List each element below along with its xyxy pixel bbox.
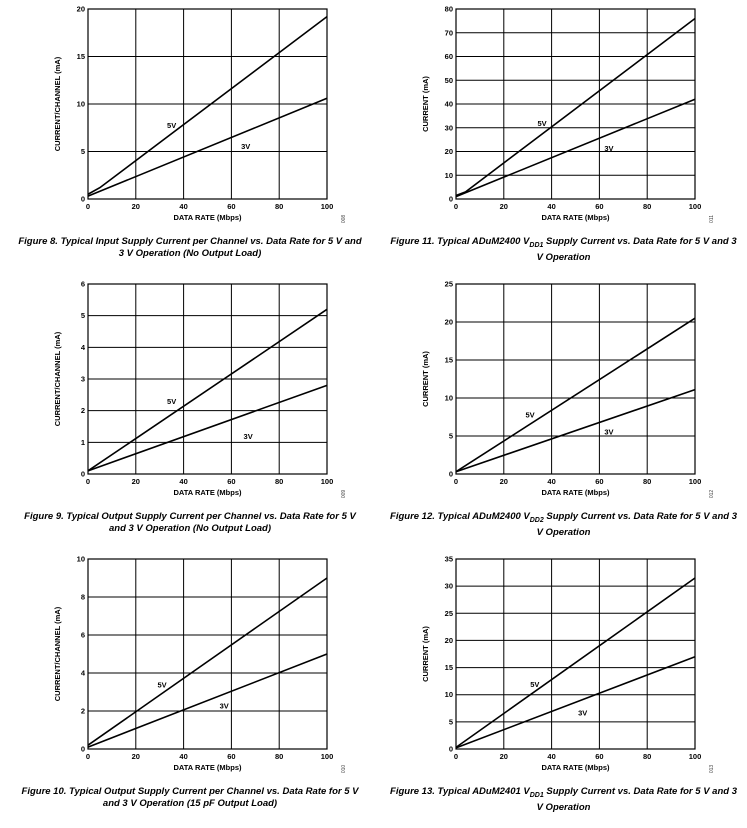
y-tick-label: 10 bbox=[444, 690, 453, 700]
y-tick-label: 15 bbox=[76, 52, 85, 61]
y-tick-label: 20 bbox=[76, 4, 85, 14]
x-axis-label: DATA RATE (Mbps) bbox=[541, 488, 610, 497]
caption-text: Supply Current vs. Data Rate for 5 V and 3 bbox=[543, 511, 737, 522]
x-tick-label: 80 bbox=[275, 752, 284, 761]
y-tick-label: 30 bbox=[444, 581, 453, 591]
y-axis-label: CURRENT (mA) bbox=[421, 76, 430, 132]
x-tick-label: 0 bbox=[453, 752, 459, 761]
y-tick-label: 2 bbox=[80, 706, 85, 716]
caption-text: V Operation bbox=[536, 526, 591, 538]
y-tick-label: 0 bbox=[80, 469, 85, 479]
y-tick-label: 5 bbox=[80, 147, 85, 156]
x-tick-label: 40 bbox=[547, 752, 556, 761]
y-tick-label: 10 bbox=[444, 170, 453, 180]
series-label-3v: 3V bbox=[241, 141, 251, 151]
x-axis-label: DATA RATE (Mbps) bbox=[541, 763, 610, 772]
x-tick-label: 20 bbox=[131, 202, 140, 211]
x-tick-label: 40 bbox=[547, 202, 556, 211]
x-tick-label: 20 bbox=[499, 477, 508, 486]
y-tick-label: 0 bbox=[448, 469, 453, 479]
y-tick-label: 2 bbox=[80, 406, 85, 416]
series-label-5v: 5V bbox=[167, 397, 177, 407]
caption-subscript: DD2 bbox=[529, 516, 544, 524]
caption-text: V Operation bbox=[536, 801, 591, 813]
x-tick-label: 80 bbox=[643, 202, 652, 211]
caption-text: V Operation bbox=[536, 251, 591, 263]
x-axis-label: DATA RATE (Mbps) bbox=[173, 763, 242, 772]
y-axis-label: CURRENT/CHANNEL (mA) bbox=[53, 606, 62, 702]
y-tick-label: 60 bbox=[444, 52, 453, 61]
x-tick-label: 80 bbox=[275, 202, 284, 211]
caption-text: Figure 10. Typical Output Supply Current per Channel vs. Data Rate for 5 V bbox=[21, 786, 359, 797]
x-tick-label: 60 bbox=[595, 202, 604, 211]
x-tick-label: 60 bbox=[227, 202, 236, 211]
figure-code: 009 bbox=[341, 489, 347, 499]
y-tick-label: 5 bbox=[448, 431, 453, 441]
caption-text: Figure 13. Typical ADuM2401 V bbox=[390, 786, 530, 797]
y-tick-label: 0 bbox=[448, 744, 453, 754]
x-tick-label: 0 bbox=[85, 752, 91, 761]
x-tick-label: 40 bbox=[179, 477, 188, 486]
y-tick-label: 10 bbox=[444, 393, 453, 403]
x-tick-label: 100 bbox=[688, 202, 702, 211]
x-tick-label: 0 bbox=[453, 202, 459, 211]
y-tick-label: 4 bbox=[80, 342, 85, 352]
x-tick-label: 60 bbox=[227, 477, 236, 486]
x-tick-label: 40 bbox=[547, 477, 556, 486]
x-axis-label: DATA RATE (Mbps) bbox=[173, 488, 242, 497]
x-tick-label: 20 bbox=[131, 752, 140, 761]
figure-code: 012 bbox=[709, 489, 715, 499]
y-tick-label: 6 bbox=[80, 279, 85, 289]
y-tick-label: 0 bbox=[448, 194, 453, 204]
y-tick-label: 25 bbox=[444, 279, 453, 289]
caption-text: Supply Current vs. Data Rate for 5 V and 3 bbox=[543, 236, 737, 247]
x-tick-label: 80 bbox=[643, 477, 652, 486]
series-label-3v: 3V bbox=[219, 701, 229, 711]
y-tick-label: 5 bbox=[448, 717, 453, 727]
y-axis-label: CURRENT (mA) bbox=[421, 626, 430, 682]
x-tick-label: 80 bbox=[643, 752, 652, 761]
x-tick-label: 20 bbox=[499, 752, 508, 761]
caption-subscript: DD1 bbox=[529, 791, 544, 799]
caption-text: Supply Current vs. Data Rate for 5 V and 3 bbox=[543, 786, 737, 797]
series-label-3v: 3V bbox=[604, 143, 614, 153]
y-tick-label: 0 bbox=[80, 744, 85, 754]
y-tick-label: 80 bbox=[444, 4, 453, 14]
y-tick-label: 40 bbox=[444, 99, 453, 109]
x-tick-label: 100 bbox=[688, 477, 702, 486]
x-tick-label: 0 bbox=[85, 202, 91, 211]
series-label-3v: 3V bbox=[604, 427, 614, 437]
y-tick-label: 6 bbox=[80, 630, 85, 640]
series-label-5v: 5V bbox=[537, 119, 547, 128]
x-tick-label: 40 bbox=[179, 202, 188, 211]
y-tick-label: 50 bbox=[444, 75, 453, 85]
series-label-3v: 3V bbox=[578, 708, 588, 718]
y-tick-label: 4 bbox=[80, 668, 85, 678]
series-label-5v: 5V bbox=[525, 410, 535, 420]
caption-subscript: DD1 bbox=[529, 241, 544, 249]
y-tick-label: 3 bbox=[80, 374, 85, 384]
x-tick-label: 100 bbox=[320, 752, 334, 761]
caption-text: and 3 V Operation (15 pF Output Load) bbox=[102, 798, 278, 809]
y-axis-label: CURRENT (mA) bbox=[421, 351, 430, 407]
x-tick-label: 60 bbox=[595, 477, 604, 486]
series-label-3v: 3V bbox=[243, 432, 253, 441]
x-tick-label: 0 bbox=[453, 477, 459, 486]
x-tick-label: 100 bbox=[320, 477, 334, 486]
x-axis-label: DATA RATE (Mbps) bbox=[541, 213, 610, 222]
y-tick-label: 1 bbox=[80, 437, 85, 447]
y-tick-label: 15 bbox=[444, 355, 453, 365]
y-tick-label: 25 bbox=[444, 608, 453, 618]
y-axis-label: CURRENT/CHANNEL (mA) bbox=[53, 56, 62, 152]
y-tick-label: 35 bbox=[444, 554, 453, 564]
figure-caption bbox=[380, 786, 747, 814]
caption-text: Figure 11. Typical ADuM2400 V bbox=[390, 236, 530, 247]
y-tick-label: 20 bbox=[444, 635, 453, 645]
x-tick-label: 100 bbox=[688, 752, 702, 761]
x-tick-label: 100 bbox=[320, 202, 334, 211]
y-axis-label: CURRENT/CHANNEL (mA) bbox=[53, 331, 62, 427]
figure-code: 008 bbox=[341, 214, 347, 224]
y-tick-label: 15 bbox=[444, 663, 453, 673]
x-tick-label: 20 bbox=[499, 202, 508, 211]
y-tick-label: 20 bbox=[444, 317, 453, 327]
caption-text: Figure 9. Typical Output Supply Current per Channel vs. Data Rate for 5 V bbox=[24, 511, 356, 522]
y-tick-label: 0 bbox=[80, 194, 85, 204]
y-tick-label: 10 bbox=[76, 554, 85, 564]
y-tick-label: 20 bbox=[444, 147, 453, 156]
x-tick-label: 0 bbox=[85, 477, 91, 486]
caption-text: 3 V Operation (No Output Load) bbox=[118, 248, 262, 259]
y-tick-label: 70 bbox=[444, 28, 453, 38]
y-tick-label: 5 bbox=[80, 311, 85, 321]
caption-text: Figure 8. Typical Input Supply Current per Channel vs. Data Rate for 5 V and bbox=[18, 236, 362, 247]
x-tick-label: 40 bbox=[179, 752, 188, 761]
y-tick-label: 30 bbox=[444, 123, 453, 133]
x-tick-label: 60 bbox=[595, 752, 604, 761]
caption-text: and 3 V Operation (No Output Load) bbox=[108, 523, 272, 534]
series-label-5v: 5V bbox=[167, 120, 177, 130]
figure-code: 013 bbox=[709, 764, 715, 774]
series-label-5v: 5V bbox=[157, 680, 167, 690]
y-tick-label: 8 bbox=[80, 592, 85, 602]
x-tick-label: 80 bbox=[275, 477, 284, 486]
series-line-3v bbox=[456, 657, 695, 748]
series-label-5v: 5V bbox=[530, 679, 540, 689]
figure-code: 011 bbox=[709, 215, 715, 223]
plot-frame bbox=[456, 559, 695, 749]
x-tick-label: 60 bbox=[227, 752, 236, 761]
caption-text: Figure 12. Typical ADuM2400 V bbox=[390, 511, 530, 522]
x-tick-label: 20 bbox=[131, 477, 140, 486]
figure-code: 010 bbox=[341, 764, 347, 774]
x-axis-label: DATA RATE (Mbps) bbox=[173, 213, 242, 222]
y-tick-label: 10 bbox=[76, 99, 85, 109]
